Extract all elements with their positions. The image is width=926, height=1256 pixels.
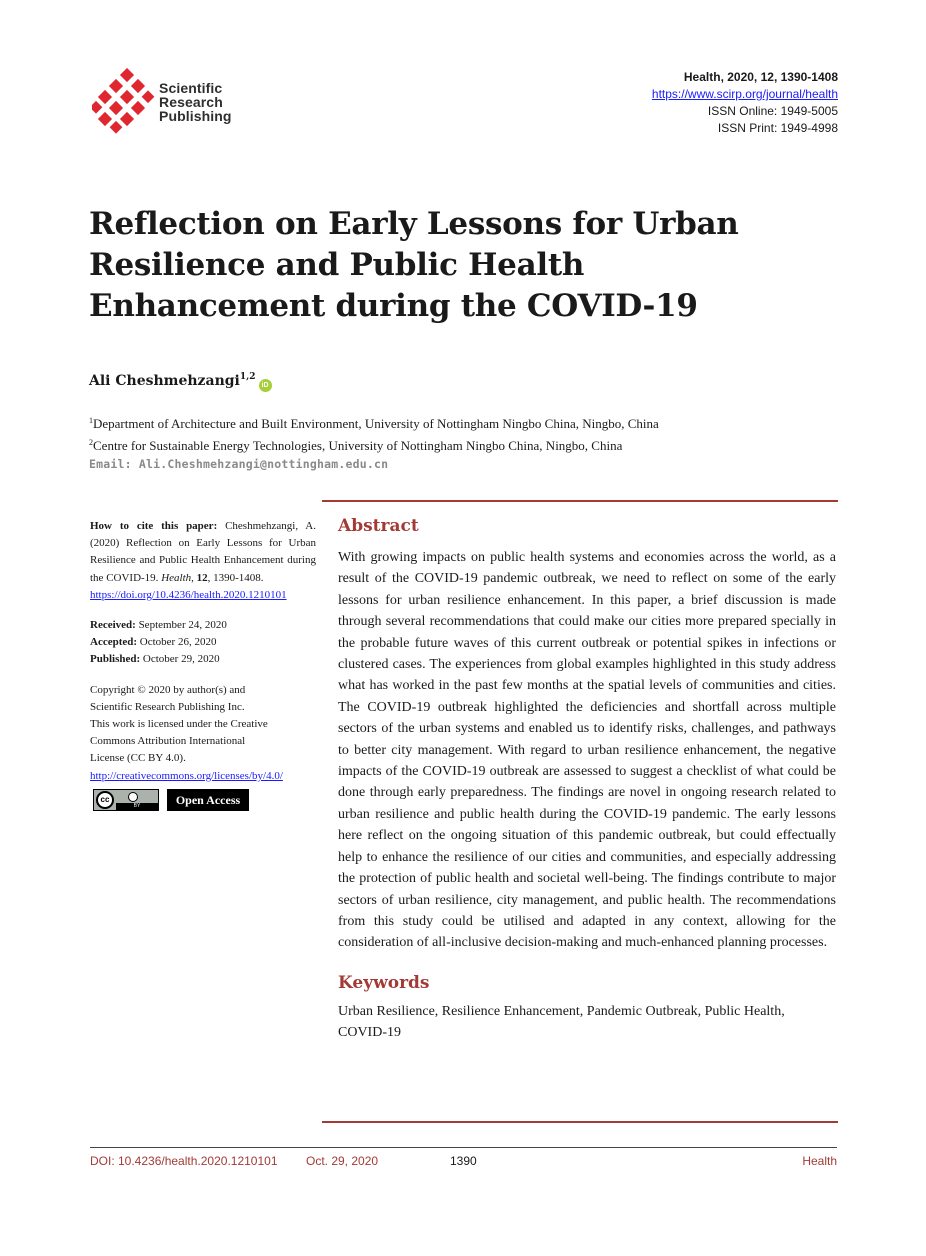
attribution-icon [128,792,138,802]
footer-rule [90,1147,837,1148]
affiliation-2-mark: 2 [89,438,93,447]
publisher-name-line-2: Research [159,94,223,110]
footer-page-number: 1390 [450,1154,477,1168]
keywords-text: Urban Resilience, Resilience Enhancement, Pandemic Outbreak, Public Health, COVID-19 [338,1003,785,1041]
cc-icon: cc [96,791,114,809]
license-line-1: This work is licensed under the Creative [90,718,268,731]
copyright-block [90,682,316,785]
author-email[interactable]: Email: Ali.Cheshmehzangi@nottingham.edu.cn [89,457,389,471]
copyright-line-2: Scientific Research Publishing Inc. [90,700,245,713]
abstract-heading: Abstract [338,516,419,536]
author-affiliation-marks: 1,2 [239,372,256,382]
issn-print: ISSN Print: 1949-4998 [717,121,838,135]
issn-online: ISSN Online: 1949-5005 [707,104,838,118]
abstract-text: With growing impacts on public health systems and economies across the world, as a result of the COVID-19 pandemic outbreak, we need to reflect on some of the early lessons for urban resilience enhancement. In this paper, a brief discussion is made through several recommendations that could make our cities more prepared specially in the probable future waves of this current outbreak or potential spikes in infections or clustered cases. The experiences from global examples highlighted in this study address what has worked in the past few months at the spatial levels of communities and cities. The COVID-19 outbreak highlighted the deficiencies and shortfall across multiple sectors of the urban systems and enabled us to identify risks, challenges, and pathways to better city management. With regard to urban resilience enhancement, the negative impacts of the COVID-19 outbreak are assessed to suggest a checklist of what could be done through early preparedness. The findings are novel in ongoing research related to urban resilience and public health during the COVID-19 pandemic. The early lessons here reflect on the ongoing situation of this pandemic outbreak, but could effectually help to enhance the resilience of our cities and communities, and especially addressing the protection of public health and societal well-being. The findings contribute to major sectors of urban resilience, city management, and public health. The recommendations from this study could be utilised and adapted in any context, allowing for the consideration of all-inclusive decision-making and much-enhanced planning processes. [338,550,836,951]
license-line-3: License (CC BY 4.0). [90,752,186,765]
journal-citation: Health, 2020, 12, 1390-1408 [683,70,838,84]
license-line-2: Commons Attribution International [90,735,246,748]
cite-label: How to cite this paper: [90,520,218,532]
cite-separator: , [191,571,197,584]
journal-info [652,69,838,137]
publisher-name-line-3: Publishing [159,108,232,124]
received-date [90,617,316,634]
open-access-badge: Open Access [167,789,249,811]
footer-date: Oct. 29, 2020 [306,1154,379,1168]
cc-by-badge[interactable] [93,789,159,811]
license-url-link[interactable]: http://creativecommons.org/licenses/by/4.0/ [90,769,283,782]
publisher-name [159,81,232,123]
by-label: BY [116,803,158,810]
author-line [89,372,272,392]
article-title: Reflection on Early Lessons for Urban Resilience and Public Health Enhancement during the COVID-19 [89,206,739,324]
accepted-date [90,634,316,651]
cite-text: Cheshmehzangi, A. (2020) Reflection on Early Lessons for Urban Resilience and Public Health Enhancement during the COVID-19. [90,520,316,584]
copyright-line-1: Copyright © 2020 by author(s) and [90,683,246,696]
published-label: Published: [90,653,141,666]
cite-doi-link[interactable]: https://doi.org/10.4236/health.2020.1210101 [90,588,287,601]
accepted-value: October 26, 2020 [139,636,217,649]
publisher-logo [92,68,242,134]
journal-url-link[interactable]: https://www.scirp.org/journal/health [651,87,838,101]
publisher-logo-icon [92,68,156,134]
affiliation-1-mark: 1 [89,416,93,425]
abstract-column [338,516,836,1044]
cite-journal: Health [161,571,192,584]
abstract-bottom-rule [322,1121,838,1123]
orcid-icon[interactable]: iD [259,379,272,392]
how-to-cite [90,518,316,604]
published-value: October 29, 2020 [142,653,220,666]
received-label: Received: [90,619,136,632]
accepted-label: Accepted: [90,636,138,649]
publisher-name-line-1: Scientific [159,80,223,96]
affiliation-1 [89,411,659,433]
affiliation-2-text: Centre for Sustainable Energy Technologies, University of Nottingham Ningbo China, Ningbo, China [93,438,623,453]
affiliation-2 [89,433,659,455]
abstract-top-rule [322,500,838,502]
keywords-heading: Keywords [338,972,430,993]
received-value: September 24, 2020 [138,619,227,632]
footer-doi: DOI: 10.4236/health.2020.1210101 [90,1154,278,1168]
article-dates [90,617,316,669]
author-name: Ali Cheshmehzangi [89,373,240,389]
footer-journal: Health [802,1154,837,1168]
license-badges [90,789,316,811]
affiliations [89,411,659,474]
affiliation-1-text: Department of Architecture and Built Environment, University of Nottingham Ningbo China, Ningbo, China [93,416,659,431]
cite-volume: 12 [196,571,208,584]
cite-pages: , 1390-1408. [207,571,264,584]
published-date [90,651,316,668]
sidebar [90,518,316,811]
